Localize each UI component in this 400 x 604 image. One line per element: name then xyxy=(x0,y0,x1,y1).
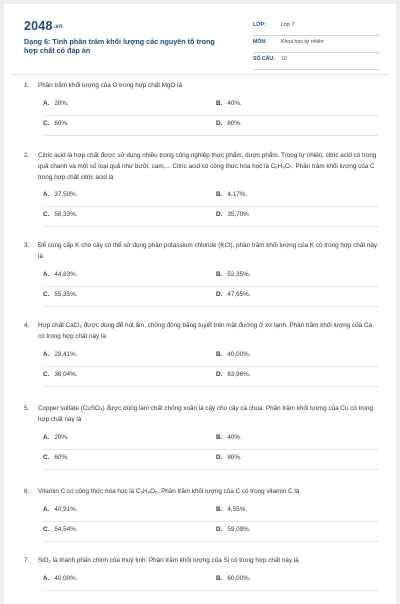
option-separator xyxy=(43,135,378,136)
option-separator xyxy=(43,306,378,307)
option-letter: B. xyxy=(216,191,223,199)
answer-option-c[interactable] xyxy=(43,454,69,461)
option-separator xyxy=(43,386,378,387)
option-letter: B. xyxy=(216,350,223,358)
option-letter: A. xyxy=(43,574,50,582)
answer-option-a[interactable] xyxy=(43,506,77,513)
answer-option-c[interactable] xyxy=(43,211,77,218)
answer-row xyxy=(24,367,378,387)
option-letter: C. xyxy=(43,290,50,298)
option-value: 52,35%. xyxy=(227,270,251,278)
info-label: LỚP: xyxy=(253,22,266,28)
answer-row xyxy=(24,522,378,542)
option-letter: A. xyxy=(43,191,50,199)
option-value: 55,35%. xyxy=(54,290,78,298)
worksheet-header xyxy=(24,16,380,64)
option-value: 44,83%. xyxy=(54,270,78,278)
question-stem: Citric acid là hợp chất được sử dụng nhiều trong công nghiệp thực phẩm, dược phẩm. Trong tự nhiên, citric acid có trong quả chanh và một số loại quả như bưởi, cam,... Citric acid có công thức hóa học là C₆H₈O₇. Phần trăm khối lượng của C trong hợp chất citric acid là xyxy=(38,152,377,181)
option-value: 60,00%. xyxy=(227,574,251,582)
answer-option-b[interactable] xyxy=(216,434,242,441)
answer-option-a[interactable] xyxy=(43,100,69,107)
answer-option-d[interactable] xyxy=(216,291,250,298)
question-stem: Vitamin C có công thức hóa học là C₆H₈O₆. Phần trăm khối lượng của C có trong vitamin C là xyxy=(38,488,300,495)
logo-text: 2048 xyxy=(24,19,53,33)
answer-option-a[interactable] xyxy=(43,351,77,358)
option-letter: D. xyxy=(216,119,223,127)
question-number: 7. xyxy=(24,557,30,564)
answer-row xyxy=(24,287,378,307)
answer-options xyxy=(24,347,378,387)
option-letter: A. xyxy=(43,270,50,278)
logo-suffix: .vn xyxy=(53,23,63,30)
question-stem: Phần trăm khối lượng của O trong hợp chất MgO là xyxy=(38,82,183,89)
answer-row xyxy=(24,450,378,470)
question-item xyxy=(24,556,378,591)
info-row-grade xyxy=(253,19,380,36)
option-letter: C. xyxy=(43,525,50,533)
option-value: 59,09%. xyxy=(227,525,251,533)
question-item xyxy=(24,487,378,542)
option-value: 40,00%. xyxy=(227,350,251,358)
option-separator xyxy=(43,541,378,542)
option-letter: D. xyxy=(216,370,223,378)
answer-option-c[interactable] xyxy=(43,120,69,127)
option-letter: B. xyxy=(216,574,223,582)
option-letter: A. xyxy=(43,433,50,441)
worksheet-info-table xyxy=(253,19,380,70)
info-value: Lớp 7 xyxy=(281,22,295,28)
option-letter: A. xyxy=(43,505,50,513)
answer-option-d[interactable] xyxy=(216,211,249,218)
option-letter: C. xyxy=(43,453,50,461)
question-item xyxy=(24,81,378,136)
question-number: 1. xyxy=(24,82,30,89)
option-value: 20%. xyxy=(54,99,69,107)
option-letter: C. xyxy=(43,211,50,219)
question-stem: Copper sulfate (CuSO₄) được dùng làm chất chống xoăn lá cây cho cây cà chua. Phần trăm khối lượng của Cu có trong hợp chất này là xyxy=(38,405,373,423)
option-value: 63,96%. xyxy=(227,370,251,378)
question-item xyxy=(24,241,378,307)
option-value: 37,50%. xyxy=(54,191,78,199)
answer-option-b[interactable] xyxy=(216,506,247,513)
question-number: 5. xyxy=(24,405,30,412)
site-logo[interactable] xyxy=(24,19,63,33)
option-letter: A. xyxy=(43,350,50,358)
option-value: 40%. xyxy=(227,99,242,107)
option-letter: D. xyxy=(216,453,223,461)
answer-options xyxy=(24,502,378,542)
option-letter: B. xyxy=(216,270,223,278)
answer-option-a[interactable] xyxy=(43,575,77,582)
answer-options xyxy=(24,96,378,136)
answer-options xyxy=(24,571,378,591)
option-value: 40%. xyxy=(227,433,242,441)
option-separator xyxy=(43,469,378,470)
option-letter: B. xyxy=(216,433,223,441)
option-value: 80%. xyxy=(227,119,242,127)
option-value: 35,70% xyxy=(227,211,249,219)
answer-row xyxy=(24,502,378,522)
answer-option-d[interactable] xyxy=(216,371,250,378)
answer-option-b[interactable] xyxy=(216,100,242,107)
question-number: 3. xyxy=(24,242,30,249)
answer-row xyxy=(24,347,378,367)
worksheet-title: Dạng 6: Tính phần trăm khối lượng các nguyên tố trong hợp chất có đáp án xyxy=(24,37,215,56)
option-value: 40,91%. xyxy=(54,505,78,513)
question-text xyxy=(24,487,378,498)
question-item xyxy=(24,151,378,227)
option-value: 60%. xyxy=(54,119,69,127)
question-text xyxy=(24,321,378,343)
question-number: 2. xyxy=(24,152,30,159)
option-value: 58,33%. xyxy=(54,211,78,219)
option-letter: D. xyxy=(216,290,223,298)
option-separator xyxy=(43,590,378,591)
question-text xyxy=(24,556,378,567)
question-stem: SiO₂ là thành phần chính của thuỷ tinh. Phần trăm khối lượng của Si có trong hợp chất này là xyxy=(38,557,299,564)
option-value: 47,65%. xyxy=(227,290,251,298)
answer-option-b[interactable] xyxy=(216,191,247,198)
option-letter: D. xyxy=(216,211,223,219)
header-divider xyxy=(10,74,390,75)
info-label: MÔN: xyxy=(253,39,267,45)
question-text xyxy=(24,404,378,426)
option-value: 54,54%. xyxy=(54,525,78,533)
question-number: 6. xyxy=(24,488,30,495)
answer-option-b[interactable] xyxy=(216,271,250,278)
option-separator xyxy=(43,226,378,227)
info-label: SỐ CÂU: xyxy=(253,56,275,62)
question-stem: Để cung cấp K cho cây có thể sử dụng phân potassium chloride (KCl), phần trăm khối lượng của K có trong hợp chất này là xyxy=(38,242,378,260)
option-letter: B. xyxy=(216,505,223,513)
answer-row xyxy=(24,187,378,207)
option-letter: A. xyxy=(43,99,50,107)
option-letter: D. xyxy=(216,525,223,533)
info-value: 10 xyxy=(281,56,287,62)
question-stem: Hợp chất CaCl₂ được dùng để hút ẩm, chống đóng băng tuyết trên mặt đường ở xứ lạnh. Phần trăm khối lượng của Ca có trong hợp chất này là xyxy=(38,322,372,340)
answer-option-c[interactable] xyxy=(43,371,77,378)
answer-options xyxy=(24,430,378,470)
answer-option-d[interactable] xyxy=(216,454,242,461)
answer-option-d[interactable] xyxy=(216,526,250,533)
question-item xyxy=(24,321,378,387)
answer-row xyxy=(24,430,378,450)
option-value: 40,00%. xyxy=(54,574,78,582)
answer-option-c[interactable] xyxy=(43,526,77,533)
option-value: 20%. xyxy=(54,433,69,441)
option-value: 4,17%. xyxy=(227,191,247,199)
question-text xyxy=(24,241,378,263)
info-row-subject xyxy=(253,36,380,53)
answer-options xyxy=(24,267,378,307)
option-letter: C. xyxy=(43,119,50,127)
option-letter: B. xyxy=(216,99,223,107)
answer-option-d[interactable] xyxy=(216,120,242,127)
option-value: 36,04%. xyxy=(54,370,78,378)
answer-row xyxy=(24,571,378,591)
question-text xyxy=(24,151,378,183)
worksheet-page xyxy=(4,4,396,604)
answer-row xyxy=(24,96,378,116)
option-value: 80%. xyxy=(227,453,242,461)
answer-row xyxy=(24,207,378,227)
question-text xyxy=(24,81,378,92)
answer-option-a[interactable] xyxy=(43,434,69,441)
answer-option-b[interactable] xyxy=(216,575,250,582)
info-row-question-count xyxy=(253,53,380,70)
answer-option-b[interactable] xyxy=(216,351,250,358)
option-value: 29,41%. xyxy=(54,350,78,358)
option-value: 60%. xyxy=(54,453,69,461)
question-number: 4. xyxy=(24,322,30,329)
answer-options xyxy=(24,187,378,227)
option-letter: C. xyxy=(43,370,50,378)
option-value: 4,55%. xyxy=(227,505,247,513)
info-value: Khoa học tự nhiên xyxy=(281,39,324,45)
answer-option-c[interactable] xyxy=(43,291,77,298)
answer-option-a[interactable] xyxy=(43,271,77,278)
question-item xyxy=(24,404,378,470)
answer-option-a[interactable] xyxy=(43,191,77,198)
answer-row xyxy=(24,267,378,287)
answer-row xyxy=(24,116,378,136)
